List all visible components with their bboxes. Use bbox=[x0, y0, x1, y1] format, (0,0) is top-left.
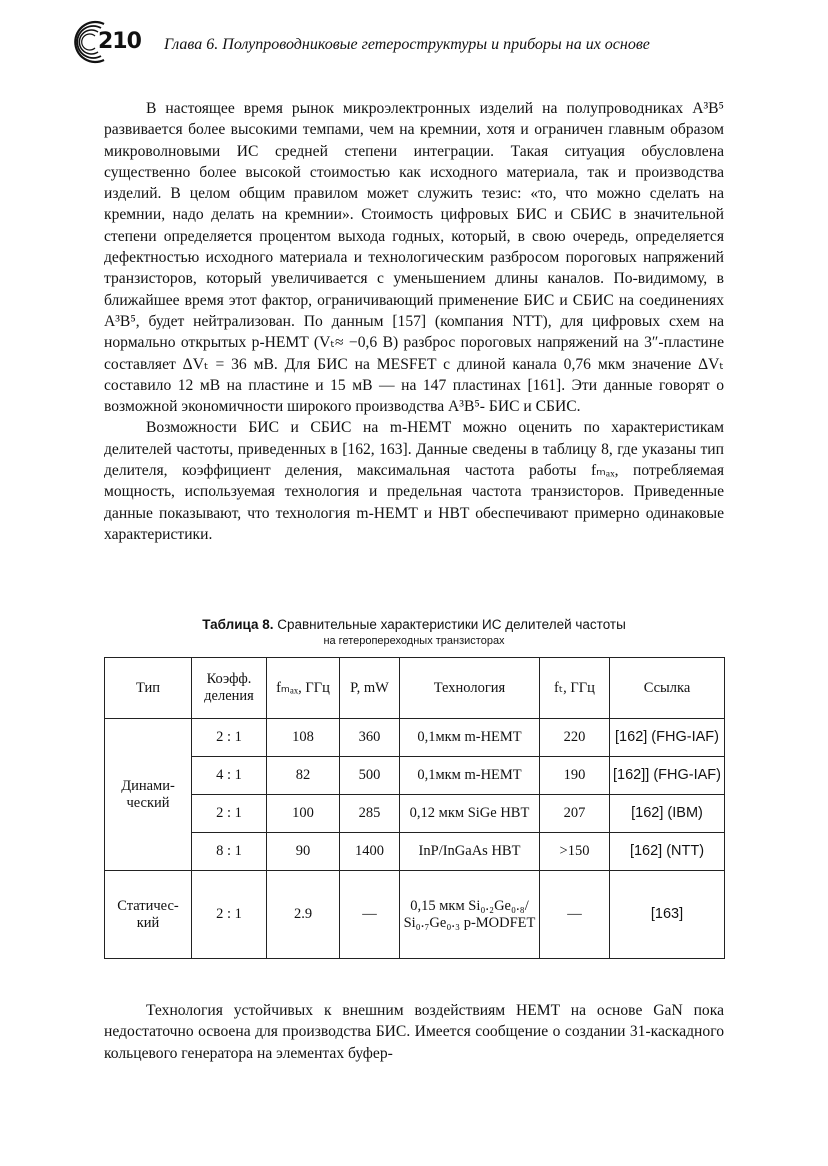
table-cell: InP/InGaAs HBT bbox=[400, 833, 540, 871]
header-cell: fₜ, ГГц bbox=[540, 658, 610, 719]
paragraph: Технология устойчивых к внешним воздействиям HEMT на основе GaN пока недостаточно освоена для производства БИС. Имеется сообщение о создании 31-каскадного кольцевого генератора на элементах буфер- bbox=[104, 1002, 724, 1062]
table-row bbox=[105, 833, 725, 871]
table-cell: 360 bbox=[340, 719, 400, 757]
table-cell: 0,1мкм m-HEMT bbox=[400, 719, 540, 757]
table-cell: 0,1мкм m-HEMT bbox=[400, 757, 540, 795]
body-text-top bbox=[104, 98, 724, 545]
table-cell: 108 bbox=[267, 719, 340, 757]
table-cell: 0,15 мкм Si₀.₂Ge₀.₈/ Si₀.₇Ge₀.₃ p-MODFET bbox=[400, 871, 540, 959]
running-title: Глава 6. Полупроводниковые гетероструктуры и приборы на их основе bbox=[164, 36, 650, 53]
table-cell: 2 : 1 bbox=[192, 795, 267, 833]
table-cell: — bbox=[540, 871, 610, 959]
table-cell: — bbox=[340, 871, 400, 959]
table-cell: 190 bbox=[540, 757, 610, 795]
table-label: Таблица 8. bbox=[202, 617, 274, 632]
paragraph: В настоящее время рынок микроэлектронных изделий на полупроводниках A³B⁵ развивается более высокими темпами, чем на кремнии, хотя и ограничен главным образом микроволновыми ИС средней степени интеграции. Такая ситуация обусловлена существенно более высокой стоимостью как исходного материала, так и производства изделий. В целом общим правилом может служить тезис: «то, что можно сделать на кремнии, надо делать на кремнии». Стоимость цифровых БИС и СБИС в значительной степени определяется процентом выхода годных, который, в свою очередь, определяется дефектностью исходного материала и технологическим разбросом пороговых напряжений транзисторов, который увеличивается с уменьшением длины каналов. По-видимому, в ближайшее время этот фактор, ограничивающий применение БИС и СБИС на соединениях A³B⁵, будет нейтрализован. По данным [157] (компания NTT), для цифровых схем на нормально открытых p-HEMT (Vₜ≈ −0,6 В) разброс пороговых напряжений на 3″-пластине составляет ΔVₜ = 36 мВ. Для БИС на MESFET с длиной канала 0,76 мкм значение ΔVₜ составило 12 мВ на пластине и 15 мВ — на 147 пластинах [161]. Эти данные говорят о возможной экономичности широкого производства A³B⁵- БИС и СБИС. bbox=[104, 100, 724, 416]
table-cell: 2 : 1 bbox=[192, 871, 267, 959]
table-cell: 82 bbox=[267, 757, 340, 795]
header-cell: Ссылка bbox=[610, 658, 725, 719]
table-cell: 2.9 bbox=[267, 871, 340, 959]
body-text-bottom bbox=[104, 1000, 724, 1064]
table-cell: [162] (NTT) bbox=[610, 833, 725, 871]
table-row bbox=[105, 795, 725, 833]
table-cell: >150 bbox=[540, 833, 610, 871]
table-cell: 90 bbox=[267, 833, 340, 871]
table-cell: [162] (IBM) bbox=[610, 795, 725, 833]
page-number: 210 bbox=[98, 29, 141, 54]
header-cell: fₘₐₓ, ГГц bbox=[267, 658, 340, 719]
table-cell: [162] (FHG-IAF) bbox=[610, 719, 725, 757]
header-cell: Тип bbox=[105, 658, 192, 719]
table-cell: 4 : 1 bbox=[192, 757, 267, 795]
table-row bbox=[105, 757, 725, 795]
table-cell: 100 bbox=[267, 795, 340, 833]
table-cell: 207 bbox=[540, 795, 610, 833]
paragraph: Возможности БИС и СБИС на m-HEMT можно оценить по характеристикам делителей частоты, приведенных в [162, 163]. Данные сведены в таблицу 8, где указаны тип делителя, коэффициент деления, максимальная частота работы fₘₐₓ, потребляемая мощность, используемая технология и предельная частота транзисторов. Приведенные данные показывают, что технология m-HEMT и HBT обеспечивают примерно одинаковые характеристики. bbox=[104, 419, 724, 543]
table-cell: 220 bbox=[540, 719, 610, 757]
table-cell: 1400 bbox=[340, 833, 400, 871]
table-cell: [162]] (FHG-IAF) bbox=[610, 757, 725, 795]
header-cell: P, mW bbox=[340, 658, 400, 719]
table-cell: 8 : 1 bbox=[192, 833, 267, 871]
divider-comparison-table bbox=[104, 657, 725, 959]
table-header-row bbox=[105, 658, 725, 719]
table-cell: 0,12 мкм SiGe HBT bbox=[400, 795, 540, 833]
table-cell: 285 bbox=[340, 795, 400, 833]
header-cell: Технология bbox=[400, 658, 540, 719]
table-row bbox=[105, 871, 725, 959]
header-cell: Коэфф. деления bbox=[192, 658, 267, 719]
table-row bbox=[105, 719, 725, 757]
table-title: Сравнительные характеристики ИС делителей частоты bbox=[277, 617, 626, 632]
table-cell: 2 : 1 bbox=[192, 719, 267, 757]
table-cell: [163] bbox=[610, 871, 725, 959]
table-cell: 500 bbox=[340, 757, 400, 795]
table-subtitle: на гетеропереходных транзисторах bbox=[323, 635, 505, 647]
type-cell: Динами-ческий bbox=[105, 719, 192, 871]
table-caption bbox=[104, 616, 724, 650]
type-cell: Статичес-кий bbox=[105, 871, 192, 959]
